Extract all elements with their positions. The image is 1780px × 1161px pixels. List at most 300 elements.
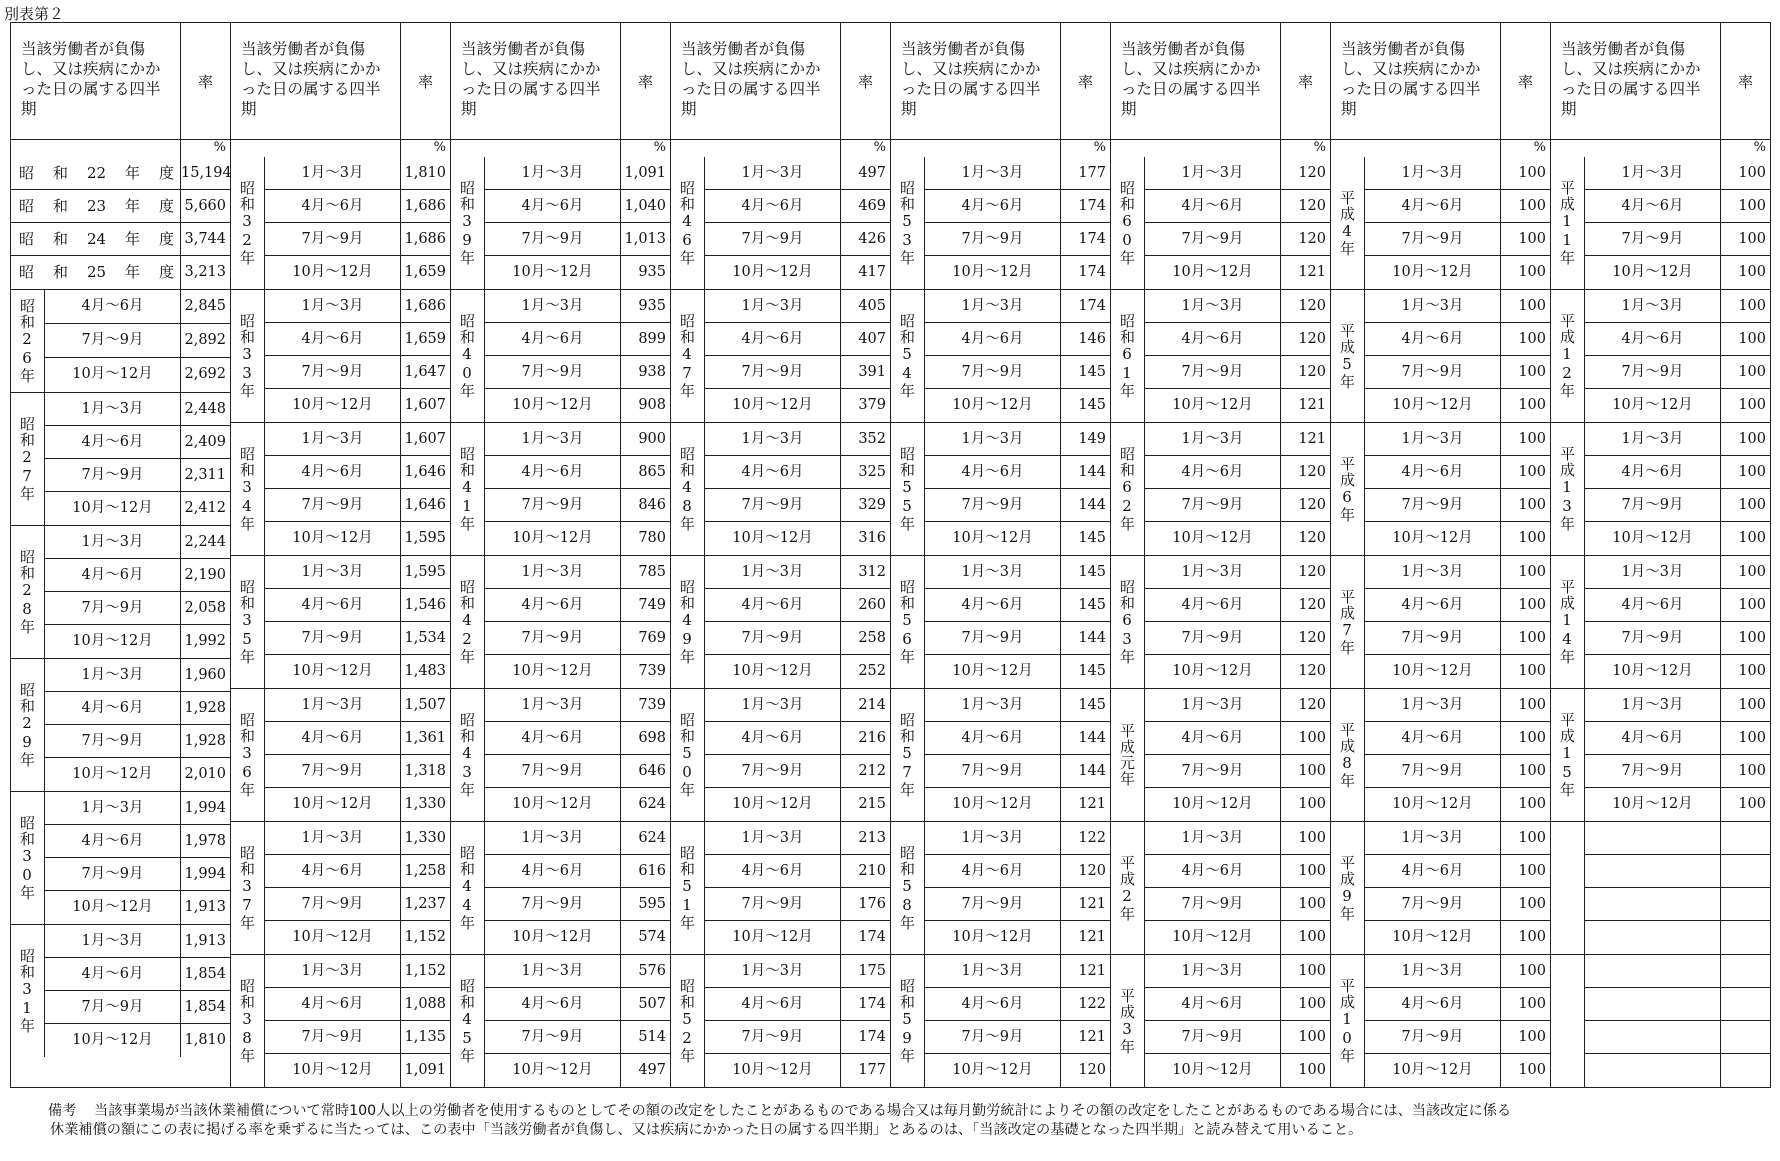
table-row xyxy=(1145,423,1330,456)
table-row xyxy=(485,223,670,256)
year-group xyxy=(231,689,450,822)
rate-cell: 174 xyxy=(840,921,890,954)
quarter-cell: 7月～9月 xyxy=(81,332,144,348)
rate-header: 率 xyxy=(400,23,450,139)
quarter-cell: 4月～6月 xyxy=(741,863,804,879)
year-text: 平成12年 xyxy=(1558,313,1576,399)
quarter-cell: 4月～6月 xyxy=(961,863,1024,879)
year-text: 平成元年 xyxy=(1118,723,1136,787)
rate-cell: 212 xyxy=(840,755,890,787)
rate-cell: 2,311 xyxy=(180,459,230,491)
table-row xyxy=(265,190,450,223)
table-row xyxy=(1145,822,1330,855)
table-row xyxy=(1585,1054,1770,1087)
rate-cell: 100 xyxy=(1720,489,1770,521)
quarter-cell: 4月～6月 xyxy=(1621,331,1684,347)
quarter-rows xyxy=(45,925,230,1057)
table-row xyxy=(1585,423,1770,456)
table-row xyxy=(485,522,670,555)
rate-cell: 120 xyxy=(1280,589,1330,621)
rate-cell xyxy=(1720,855,1770,887)
table-row xyxy=(1585,1021,1770,1054)
quarter-cell: 7月～9月 xyxy=(1181,231,1244,247)
year-text: 昭和52年 xyxy=(678,978,696,1064)
table-row xyxy=(925,1021,1110,1054)
rate-cell: 100 xyxy=(1500,622,1550,654)
quarter-cell: 10月～12月 xyxy=(72,766,153,782)
table-row xyxy=(265,589,450,622)
quarter-cell: 1月～3月 xyxy=(301,431,364,447)
quarter-cell: 1月～3月 xyxy=(1181,431,1244,447)
year-group xyxy=(1551,556,1770,689)
table-row xyxy=(45,958,230,991)
quarter-rows xyxy=(485,955,670,1087)
table-row xyxy=(485,389,670,422)
rate-cell: 100 xyxy=(1280,921,1330,954)
quarter-cell: 7月～9月 xyxy=(301,497,364,513)
table-row xyxy=(925,589,1110,622)
rate-cell: 1,595 xyxy=(400,556,450,588)
year-group xyxy=(1331,423,1550,556)
percent-spacer xyxy=(891,140,1060,157)
table-row xyxy=(1365,755,1550,788)
quarter-cell: 4月～6月 xyxy=(961,597,1024,613)
rate-cell: 616 xyxy=(620,855,670,887)
quarter-cell: 1月～3月 xyxy=(81,667,144,683)
quarter-rows xyxy=(1365,157,1550,289)
quarter-cell: 7月～9月 xyxy=(741,763,804,779)
table-row xyxy=(1365,1021,1550,1054)
year-label xyxy=(1111,157,1145,289)
table-row xyxy=(925,755,1110,788)
rate-cell: 145 xyxy=(1060,655,1110,688)
table-row xyxy=(265,955,450,988)
column-header xyxy=(671,23,890,140)
quarter-cell: 7月～9月 xyxy=(301,896,364,912)
table-row xyxy=(705,955,890,988)
quarter-rows xyxy=(485,556,670,688)
quarter-rows xyxy=(265,822,450,954)
rate-cell: 2,409 xyxy=(180,426,230,458)
year-group xyxy=(1111,423,1330,556)
rate-header: 率 xyxy=(180,23,230,139)
rate-cell: 121 xyxy=(1060,921,1110,954)
quarter-rows xyxy=(265,689,450,821)
year-label xyxy=(451,157,485,289)
remarks-label: 備考 xyxy=(48,1103,77,1119)
rate-header: 率 xyxy=(1720,23,1770,139)
percent-unit: % xyxy=(1720,140,1770,157)
table-row xyxy=(265,788,450,821)
quarter-cell: 7月～9月 xyxy=(1401,364,1464,380)
year-label xyxy=(1331,423,1365,555)
table-row xyxy=(1365,655,1550,688)
year-group xyxy=(891,556,1110,689)
quarter-rows xyxy=(1585,556,1770,688)
rate-cell: 1,686 xyxy=(400,223,450,255)
table-row xyxy=(705,788,890,821)
quarter-cell: 1月～3月 xyxy=(521,298,584,314)
quarter-cell: 4月～6月 xyxy=(81,434,144,450)
table-row xyxy=(265,1054,450,1087)
quarter-cell: 7月～9月 xyxy=(961,1029,1024,1045)
quarter-cell: 7月～9月 xyxy=(1621,231,1684,247)
year-label xyxy=(1551,556,1585,688)
year-text: 昭和47年 xyxy=(678,313,696,399)
quarter-cell: 1月～3月 xyxy=(81,800,144,816)
year-text: 昭和63年 xyxy=(1118,579,1136,665)
rate-cell: 1,960 xyxy=(180,659,230,691)
quarter-rows xyxy=(705,157,890,289)
rate-cell: 1,992 xyxy=(180,625,230,658)
quarter-cell: 4月～6月 xyxy=(81,700,144,716)
table-row xyxy=(485,855,670,888)
rate-cell: 785 xyxy=(620,556,670,588)
rate-cell: 739 xyxy=(620,655,670,688)
table-row xyxy=(1365,157,1550,190)
quarter-cell: 1月～3月 xyxy=(81,534,144,550)
table-row xyxy=(265,157,450,190)
quarter-cell xyxy=(1585,921,1720,954)
table-row xyxy=(705,157,890,190)
quarter-cell: 7月～9月 xyxy=(1181,497,1244,513)
year-group xyxy=(1111,822,1330,955)
year-text: 昭和44年 xyxy=(458,845,476,931)
table-row xyxy=(1145,755,1330,788)
year-group xyxy=(671,689,890,822)
rate-cell: 100 xyxy=(1500,389,1550,422)
quarter-cell: 7月～9月 xyxy=(301,630,364,646)
rate-cell: 100 xyxy=(1720,456,1770,488)
table-row xyxy=(1365,223,1550,256)
quarter-cell: 1月～3月 xyxy=(741,963,804,979)
quarter-cell: 10月～12月 xyxy=(1392,796,1473,812)
table-row xyxy=(1585,556,1770,589)
rate-cell: 145 xyxy=(1060,689,1110,721)
year-label xyxy=(1551,423,1585,555)
quarter-cell: 1月～3月 xyxy=(1181,165,1244,181)
quarter-cell: 昭和25年度 xyxy=(19,263,174,281)
quarter-cell: 4月～6月 xyxy=(1621,730,1684,746)
percent-row xyxy=(1551,140,1770,157)
rate-cell: 1,091 xyxy=(400,1054,450,1087)
year-group xyxy=(1331,290,1550,423)
rate-cell: 1,135 xyxy=(400,1021,450,1053)
quarter-cell: 4月～6月 xyxy=(1181,597,1244,613)
rate-cell: 935 xyxy=(620,256,670,289)
quarter-cell: 1月～3月 xyxy=(521,963,584,979)
year-label xyxy=(451,822,485,954)
year-label xyxy=(891,423,925,555)
table-row xyxy=(1585,323,1770,356)
year-label xyxy=(231,290,265,422)
rate-cell: 146 xyxy=(1060,323,1110,355)
column-header xyxy=(891,23,1110,140)
quarter-cell: 7月～9月 xyxy=(521,497,584,513)
table-row xyxy=(485,489,670,522)
table-row xyxy=(705,921,890,954)
rate-cell: 2,892 xyxy=(180,324,230,357)
table-row xyxy=(265,689,450,722)
rate-cell: 1,646 xyxy=(400,489,450,521)
table-row xyxy=(265,323,450,356)
table-row xyxy=(705,190,890,223)
column-header xyxy=(231,23,450,140)
year-label xyxy=(1331,689,1365,821)
quarter-cell xyxy=(1585,888,1720,920)
year-label xyxy=(1331,822,1365,954)
year-text: 昭和58年 xyxy=(898,845,916,931)
table-row xyxy=(705,755,890,788)
year-group xyxy=(1111,157,1330,290)
table-row xyxy=(925,323,1110,356)
year-text: 平成14年 xyxy=(1558,579,1576,665)
rate-cell: 174 xyxy=(1060,290,1110,322)
year-text: 昭和34年 xyxy=(238,446,256,532)
table-row xyxy=(265,423,450,456)
rate-cell: 100 xyxy=(1500,290,1550,322)
rate-cell: 100 xyxy=(1500,556,1550,588)
quarter-cell: 4月～6月 xyxy=(1401,198,1464,214)
table-row xyxy=(11,157,230,190)
percent-unit: % xyxy=(400,140,450,157)
table-row xyxy=(925,689,1110,722)
year-group xyxy=(891,157,1110,290)
quarter-rows xyxy=(485,157,670,289)
quarter-rows xyxy=(925,423,1110,555)
table-row xyxy=(265,389,450,422)
quarter-cell: 10月～12月 xyxy=(292,663,373,679)
table-row xyxy=(1365,290,1550,323)
rate-cell xyxy=(1720,1054,1770,1087)
year-group xyxy=(671,556,890,689)
rate-header: 率 xyxy=(840,23,890,139)
quarter-rows xyxy=(1585,290,1770,422)
table-row xyxy=(1365,522,1550,555)
table-row xyxy=(265,722,450,755)
rate-cell xyxy=(1720,955,1770,987)
quarter-rows xyxy=(1145,822,1330,954)
rate-cell: 1,646 xyxy=(400,456,450,488)
quarter-rows xyxy=(925,689,1110,821)
year-group xyxy=(451,423,670,556)
table-row xyxy=(1365,955,1550,988)
rate-cell: 100 xyxy=(1500,655,1550,688)
table-row xyxy=(925,888,1110,921)
year-group xyxy=(11,925,230,1057)
rate-cell: 100 xyxy=(1500,589,1550,621)
rate-cell: 417 xyxy=(840,256,890,289)
year-label xyxy=(451,689,485,821)
rate-cell: 935 xyxy=(620,290,670,322)
period-header: 当該労働者が負傷し、又は疾病にかかった日の属する四半期 xyxy=(681,40,821,118)
rate-cell: 120 xyxy=(1280,323,1330,355)
quarter-cell: 10月～12月 xyxy=(1172,264,1253,280)
quarter-cell: 1月～3月 xyxy=(521,165,584,181)
table-block xyxy=(891,23,1111,1087)
percent-row xyxy=(1331,140,1550,157)
quarter-cell: 7月～9月 xyxy=(1181,630,1244,646)
year-group xyxy=(451,290,670,423)
rate-cell: 2,448 xyxy=(180,393,230,425)
quarter-cell: 1月～3月 xyxy=(1181,564,1244,580)
quarter-cell: 1月～3月 xyxy=(1401,165,1464,181)
table-row xyxy=(1145,722,1330,755)
year-label xyxy=(231,955,265,1087)
rate-cell: 100 xyxy=(1720,556,1770,588)
rate-cell: 121 xyxy=(1060,955,1110,987)
rate-cell: 1,928 xyxy=(180,692,230,724)
table-row xyxy=(1145,356,1330,389)
year-text: 昭和57年 xyxy=(898,712,916,798)
remarks-line-1: 当該事業場が当該休業補償について常時100人以上の労働者を使用するものとしてその額の改定をしたことがあるものである場合又は毎月勤労統計によりその額の改定をしたことがあるものである場合には、当該改定に係る xyxy=(94,1103,1512,1119)
year-label xyxy=(451,556,485,688)
quarter-cell: 1月～3月 xyxy=(961,298,1024,314)
table-row xyxy=(1365,190,1550,223)
rate-cell: 100 xyxy=(1280,888,1330,920)
rate-cell: 312 xyxy=(840,556,890,588)
table-row xyxy=(1365,689,1550,722)
year-label xyxy=(231,423,265,555)
year-label xyxy=(1331,157,1365,289)
percent-spacer xyxy=(451,140,620,157)
quarter-cell: 7月～9月 xyxy=(521,231,584,247)
quarter-cell: 10月～12月 xyxy=(1172,929,1253,945)
rate-cell: 1,330 xyxy=(400,822,450,854)
rate-cell: 120 xyxy=(1280,655,1330,688)
quarter-cell: 1月～3月 xyxy=(301,298,364,314)
table-row xyxy=(1585,988,1770,1021)
table-row xyxy=(1145,157,1330,190)
table-row xyxy=(925,722,1110,755)
quarter-cell: 4月～6月 xyxy=(521,730,584,746)
quarter-cell: 1月～3月 xyxy=(1621,298,1684,314)
period-header: 当該労働者が負傷し、又は疾病にかかった日の属する四半期 xyxy=(241,40,381,118)
year-label xyxy=(231,556,265,688)
table-row xyxy=(705,622,890,655)
rate-cell: 624 xyxy=(620,788,670,821)
rate-header: 率 xyxy=(1280,23,1330,139)
table-row xyxy=(1145,389,1330,422)
column-header xyxy=(1111,23,1330,140)
quarter-cell: 10月～12月 xyxy=(732,929,813,945)
table-row xyxy=(11,190,230,223)
quarter-cell: 7月～9月 xyxy=(961,630,1024,646)
rate-cell: 100 xyxy=(1500,522,1550,555)
quarter-cell: 4月～6月 xyxy=(1401,996,1464,1012)
quarter-rows xyxy=(45,792,230,924)
year-text: 昭和46年 xyxy=(678,180,696,266)
quarter-cell xyxy=(1585,988,1720,1020)
quarter-rows xyxy=(1365,822,1550,954)
rate-cell: 175 xyxy=(840,955,890,987)
quarter-cell: 4月～6月 xyxy=(301,730,364,746)
percent-spacer xyxy=(1111,140,1280,157)
quarter-cell: 10月～12月 xyxy=(72,633,153,649)
quarter-cell: 4月～6月 xyxy=(741,198,804,214)
period-header: 当該労働者が負傷し、又は疾病にかかった日の属する四半期 xyxy=(21,40,161,118)
rate-cell: 100 xyxy=(1720,689,1770,721)
rate-cell: 100 xyxy=(1500,955,1550,987)
year-text: 昭和51年 xyxy=(678,845,696,931)
rate-cell: 1,686 xyxy=(400,290,450,322)
year-label xyxy=(231,822,265,954)
rate-cell: 1,595 xyxy=(400,522,450,555)
year-text: 昭和33年 xyxy=(238,313,256,399)
rate-cell: 405 xyxy=(840,290,890,322)
table-row xyxy=(1145,223,1330,256)
rate-cell: 100 xyxy=(1280,988,1330,1020)
percent-unit: % xyxy=(1500,140,1550,157)
year-group xyxy=(1331,689,1550,822)
rate-cell: 176 xyxy=(840,888,890,920)
rate-cell: 100 xyxy=(1280,755,1330,787)
quarter-cell: 10月～12月 xyxy=(512,397,593,413)
quarter-rows xyxy=(1585,689,1770,821)
rate-cell: 174 xyxy=(840,1021,890,1053)
table-row xyxy=(925,223,1110,256)
quarter-cell: 7月～9月 xyxy=(1181,896,1244,912)
table-row xyxy=(45,925,230,958)
rate-cell: 938 xyxy=(620,356,670,388)
quarter-cell: 10月～12月 xyxy=(512,796,593,812)
quarter-rows xyxy=(1585,157,1770,289)
year-text: 平成9年 xyxy=(1338,854,1356,922)
table-row xyxy=(1365,456,1550,489)
rate-cell: 145 xyxy=(1060,522,1110,555)
table-row xyxy=(45,758,230,791)
quarter-rows xyxy=(1145,157,1330,289)
rate-cell: 1,318 xyxy=(400,755,450,787)
year-label xyxy=(891,556,925,688)
table-row xyxy=(705,423,890,456)
quarter-cell: 10月～12月 xyxy=(732,530,813,546)
period-header: 当該労働者が負傷し、又は疾病にかかった日の属する四半期 xyxy=(1121,40,1261,118)
year-group xyxy=(891,423,1110,556)
table-row xyxy=(1145,190,1330,223)
year-group xyxy=(451,157,670,290)
quarter-cell: 1月～3月 xyxy=(1401,298,1464,314)
quarter-cell: 7月～9月 xyxy=(521,630,584,646)
rate-cell: 213 xyxy=(840,822,890,854)
table-row xyxy=(45,393,230,426)
percent-unit: % xyxy=(620,140,670,157)
quarter-cell: 7月～9月 xyxy=(81,866,144,882)
table-row xyxy=(925,988,1110,1021)
rate-cell: 100 xyxy=(1280,855,1330,887)
table-row xyxy=(265,356,450,389)
rate-cell: 1,659 xyxy=(400,256,450,289)
quarter-cell: 7月～9月 xyxy=(961,896,1024,912)
quarter-cell: 10月～12月 xyxy=(952,929,1033,945)
quarter-cell: 4月～6月 xyxy=(81,298,144,314)
table-row xyxy=(1585,921,1770,954)
year-group xyxy=(671,955,890,1087)
rate-cell: 100 xyxy=(1280,822,1330,854)
table-row xyxy=(485,456,670,489)
year-group xyxy=(671,290,890,423)
table-row xyxy=(265,456,450,489)
quarter-cell: 10月～12月 xyxy=(952,397,1033,413)
rate-cell: 120 xyxy=(1280,157,1330,189)
quarter-cell: 1月～3月 xyxy=(521,564,584,580)
rate-cell: 507 xyxy=(620,988,670,1020)
quarter-rows xyxy=(1365,556,1550,688)
rate-cell: 145 xyxy=(1060,556,1110,588)
year-label xyxy=(11,290,45,392)
table-row xyxy=(705,356,890,389)
quarter-cell: 1月～3月 xyxy=(301,165,364,181)
